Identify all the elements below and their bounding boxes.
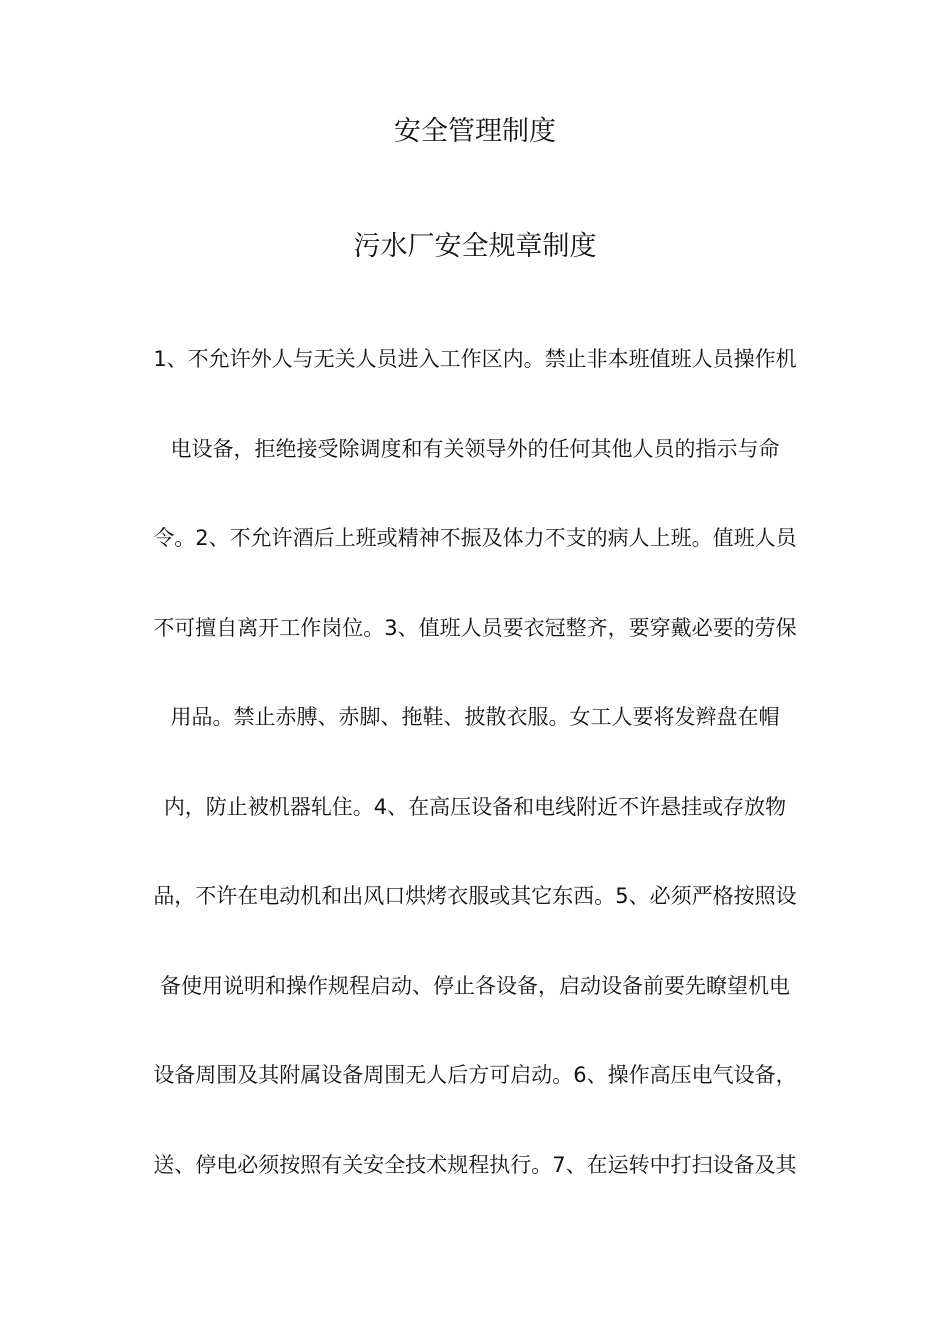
- body-line: 不可擅自离开工作岗位。3、值班人员要衣冠整齐，要穿戴必要的劳保: [153, 615, 797, 640]
- body-line: 1、不允许外人与无关人员进入工作区内。禁止非本班值班人员操作机: [153, 347, 797, 371]
- body-line: 设备周围及其附属设备周围无人后方可启动。6、操作高压电气设备，: [153, 1063, 797, 1087]
- document-body: [0, 341, 950, 1236]
- body-line: 品，不许在电动机和出风口烘烤衣服或其它东西。5、必须严格按照设: [153, 884, 797, 908]
- document-subtitle: 污水厂安全规章制度: [353, 231, 597, 262]
- body-line: 电设备，拒绝接受除调度和有关领导外的任何其他人员的指示与命: [170, 436, 780, 461]
- document-title: 安全管理制度: [394, 116, 556, 147]
- body-line: 备使用说明和操作规程启动、停止各设备，启动设备前要先瞭望机电: [160, 973, 790, 998]
- body-line: 内，防止被机器轧住。4、在高压设备和电线附近不许悬挂或存放物: [163, 794, 787, 819]
- body-line: 用品。禁止赤膊、赤脚、拖鞋、披散衣服。女工人要将发辫盘在帽: [170, 705, 780, 729]
- body-line: 令。2、不允许酒后上班或精神不振及体力不支的病人上班。值班人员: [153, 526, 797, 550]
- body-line: 送、停电必须按照有关安全技术规程执行。7、在运转中打扫设备及其: [153, 1152, 797, 1177]
